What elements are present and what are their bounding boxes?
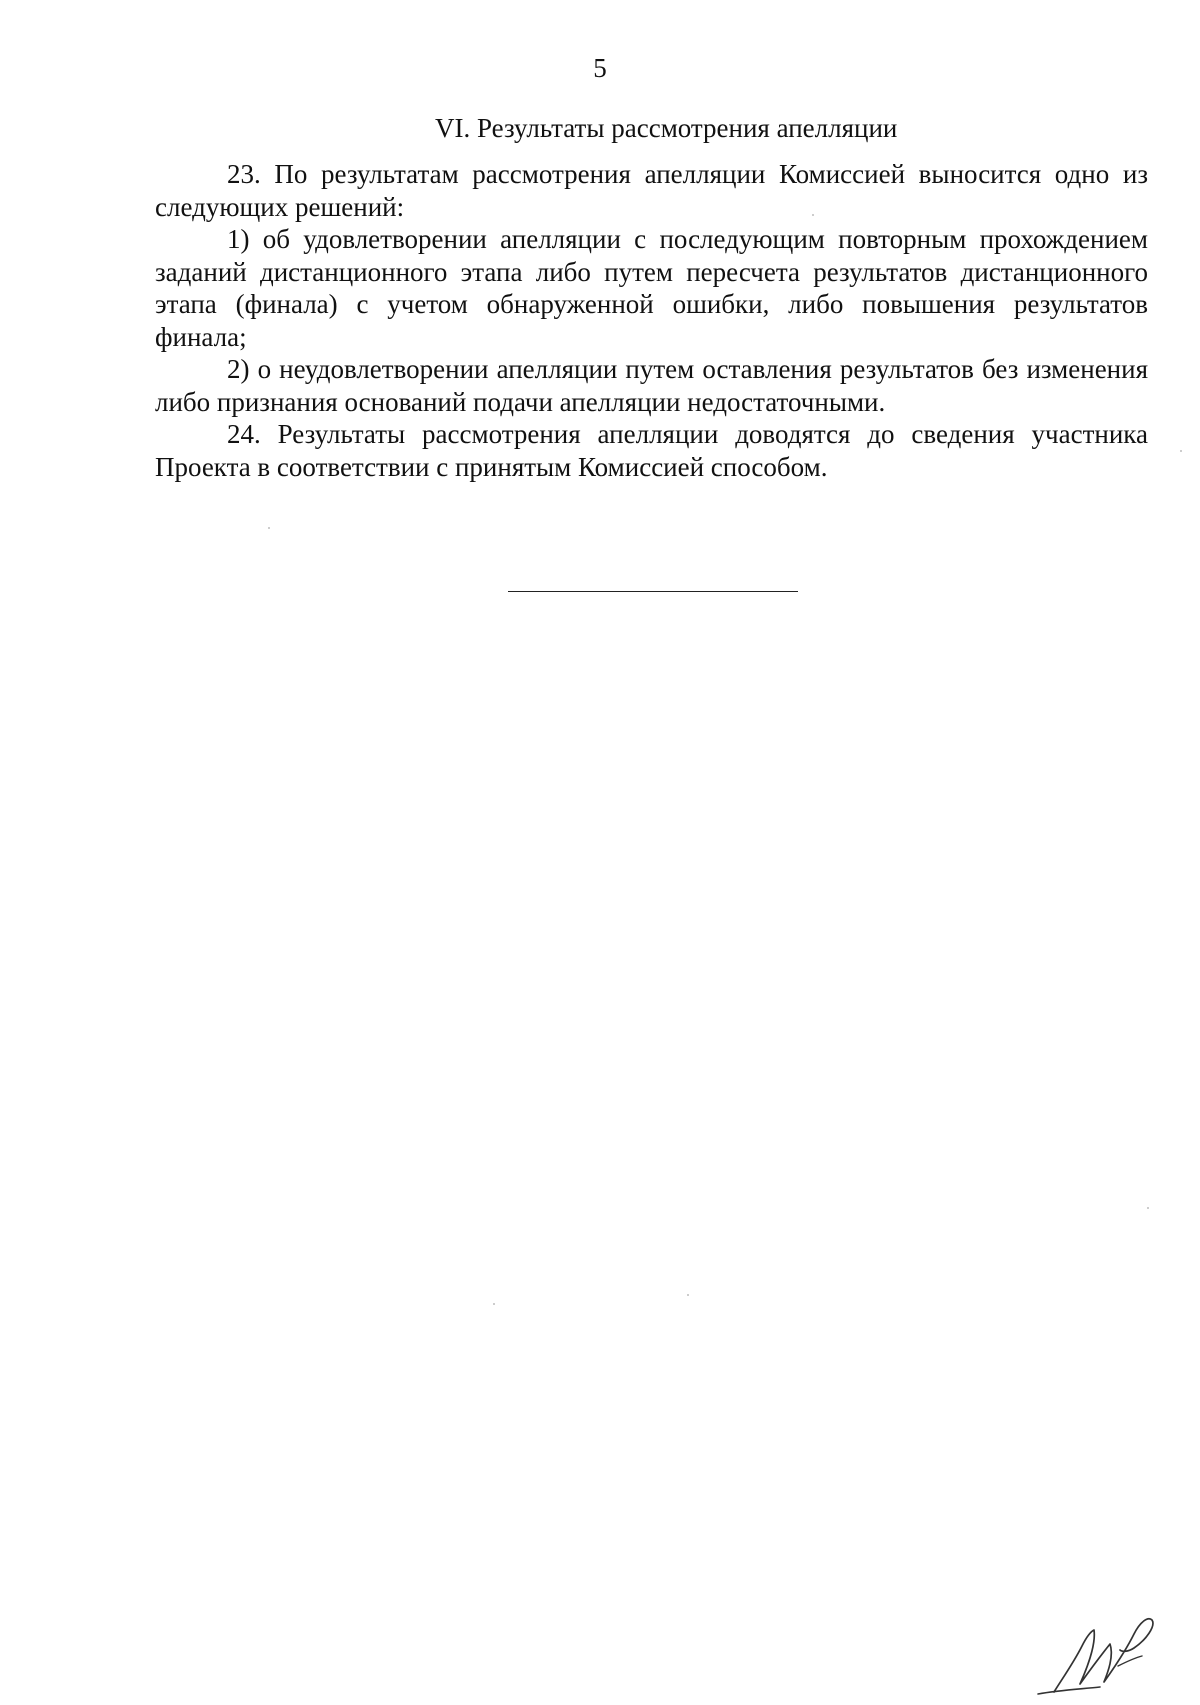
- signature-icon: [1030, 1610, 1170, 1700]
- scan-speck: [812, 214, 814, 216]
- paragraph-23-option-1: 1) об удовлетворении апелляции с последующим повторным прохождением заданий дистанционного этапа либо путем пересчета результатов дистанционного этапа (финала) с учетом обнаруженной ошибки, либо повышения результатов финала;: [155, 224, 1148, 352]
- scan-speck: [687, 1294, 689, 1296]
- separator-line: [508, 591, 798, 592]
- scan-speck: [493, 1303, 495, 1305]
- page-number: 5: [593, 53, 607, 83]
- section-title: VI. Результаты рассмотрения апелляции: [435, 113, 898, 143]
- paragraph-23: 23. По результатам рассмотрения апелляции Комиссией выносится одно из следующих решений:: [155, 159, 1148, 222]
- document-body: [155, 158, 1148, 483]
- scan-speck: [1147, 1207, 1149, 1209]
- paragraph-24: 24. Результаты рассмотрения апелляции доводятся до сведения участника Проекта в соответствии с принятым Комиссией способом.: [155, 419, 1148, 482]
- paragraph-23-option-2: 2) о неудовлетворении апелляции путем оставления результатов без изменения либо признания оснований подачи апелляции недостаточными.: [155, 354, 1148, 417]
- scan-speck: [268, 527, 270, 529]
- scan-speck: [1180, 450, 1182, 452]
